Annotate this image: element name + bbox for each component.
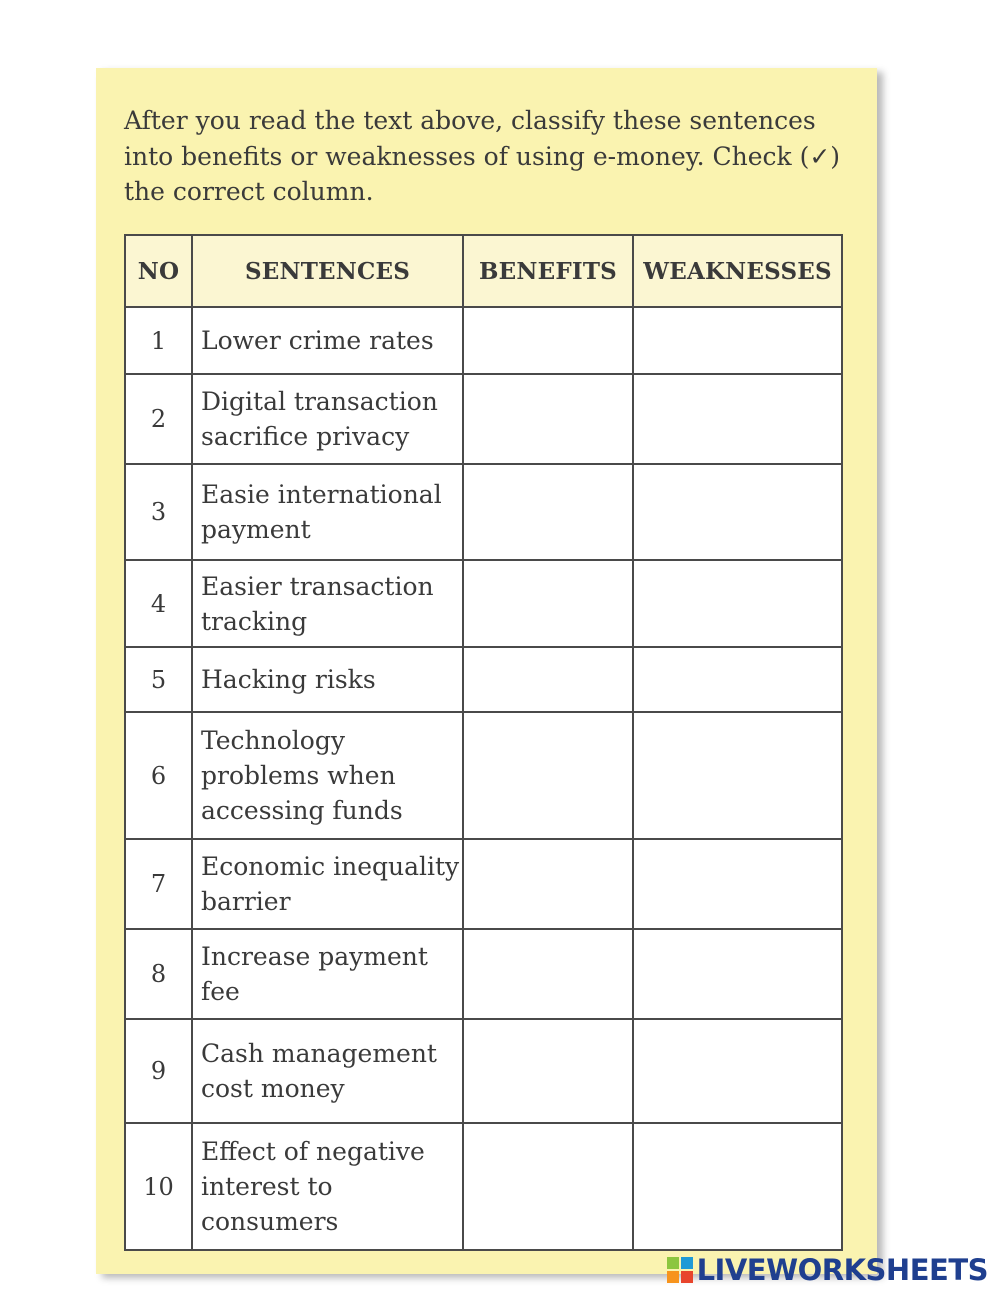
benefits-check-cell[interactable] xyxy=(463,647,633,712)
logo-square xyxy=(681,1271,693,1283)
row-number: 6 xyxy=(125,712,192,839)
row-number: 9 xyxy=(125,1019,192,1123)
logo-square xyxy=(681,1257,693,1269)
benefits-check-cell[interactable] xyxy=(463,374,633,464)
table-row xyxy=(125,1123,842,1250)
benefits-check-cell[interactable] xyxy=(463,560,633,647)
row-sentence: Increase payment fee xyxy=(192,929,463,1019)
table-row xyxy=(125,647,842,712)
row-number: 8 xyxy=(125,929,192,1019)
row-number: 10 xyxy=(125,1123,192,1250)
header-sentences: SENTENCES xyxy=(192,235,463,307)
weaknesses-check-cell[interactable] xyxy=(633,307,842,374)
liveworksheets-logo-icon xyxy=(667,1257,693,1283)
benefits-check-cell[interactable] xyxy=(463,1019,633,1123)
weaknesses-check-cell[interactable] xyxy=(633,1123,842,1250)
row-sentence: Easie international payment xyxy=(192,464,463,560)
classification-table xyxy=(124,234,843,1251)
weaknesses-check-cell[interactable] xyxy=(633,839,842,929)
benefits-check-cell[interactable] xyxy=(463,712,633,839)
weaknesses-check-cell[interactable] xyxy=(633,712,842,839)
row-sentence: Digital transaction sacrifice privacy xyxy=(192,374,463,464)
table-row xyxy=(125,929,842,1019)
row-number: 3 xyxy=(125,464,192,560)
row-number: 1 xyxy=(125,307,192,374)
table-row xyxy=(125,560,842,647)
table-row xyxy=(125,1019,842,1123)
row-number: 5 xyxy=(125,647,192,712)
table-row xyxy=(125,464,842,560)
row-number: 4 xyxy=(125,560,192,647)
weaknesses-check-cell[interactable] xyxy=(633,929,842,1019)
logo-square xyxy=(667,1271,679,1283)
benefits-check-cell[interactable] xyxy=(463,929,633,1019)
table-row xyxy=(125,712,842,839)
benefits-check-cell[interactable] xyxy=(463,1123,633,1250)
header-no: NO xyxy=(125,235,192,307)
liveworksheets-watermark xyxy=(667,1252,988,1288)
weaknesses-check-cell[interactable] xyxy=(633,647,842,712)
header-row xyxy=(125,235,842,307)
table-row xyxy=(125,374,842,464)
row-sentence: Effect of negative interest to consumers xyxy=(192,1123,463,1250)
weaknesses-check-cell[interactable] xyxy=(633,1019,842,1123)
table-row xyxy=(125,839,842,929)
row-number: 7 xyxy=(125,839,192,929)
weaknesses-check-cell[interactable] xyxy=(633,560,842,647)
watermark-text: LIVEWORKSHEETS xyxy=(696,1253,988,1287)
benefits-check-cell[interactable] xyxy=(463,307,633,374)
benefits-check-cell[interactable] xyxy=(463,464,633,560)
row-sentence: Economic inequality barrier xyxy=(192,839,463,929)
header-benefits: BENEFITS xyxy=(463,235,633,307)
benefits-check-cell[interactable] xyxy=(463,839,633,929)
row-sentence: Lower crime rates xyxy=(192,307,463,374)
header-weaknesses: WEAKNESSES xyxy=(633,235,842,307)
row-number: 2 xyxy=(125,374,192,464)
table-row xyxy=(125,307,842,374)
row-sentence: Easier transaction tracking xyxy=(192,560,463,647)
row-sentence: Hacking risks xyxy=(192,647,463,712)
row-sentence: Technology problems when accessing funds xyxy=(192,712,463,839)
logo-square xyxy=(667,1257,679,1269)
weaknesses-check-cell[interactable] xyxy=(633,374,842,464)
row-sentence: Cash management cost money xyxy=(192,1019,463,1123)
weaknesses-check-cell[interactable] xyxy=(633,464,842,560)
instructions-text: After you read the text above, classify these sentences into benefits or weaknesses of using e-money. Check (✓) the correct column. xyxy=(124,106,841,206)
